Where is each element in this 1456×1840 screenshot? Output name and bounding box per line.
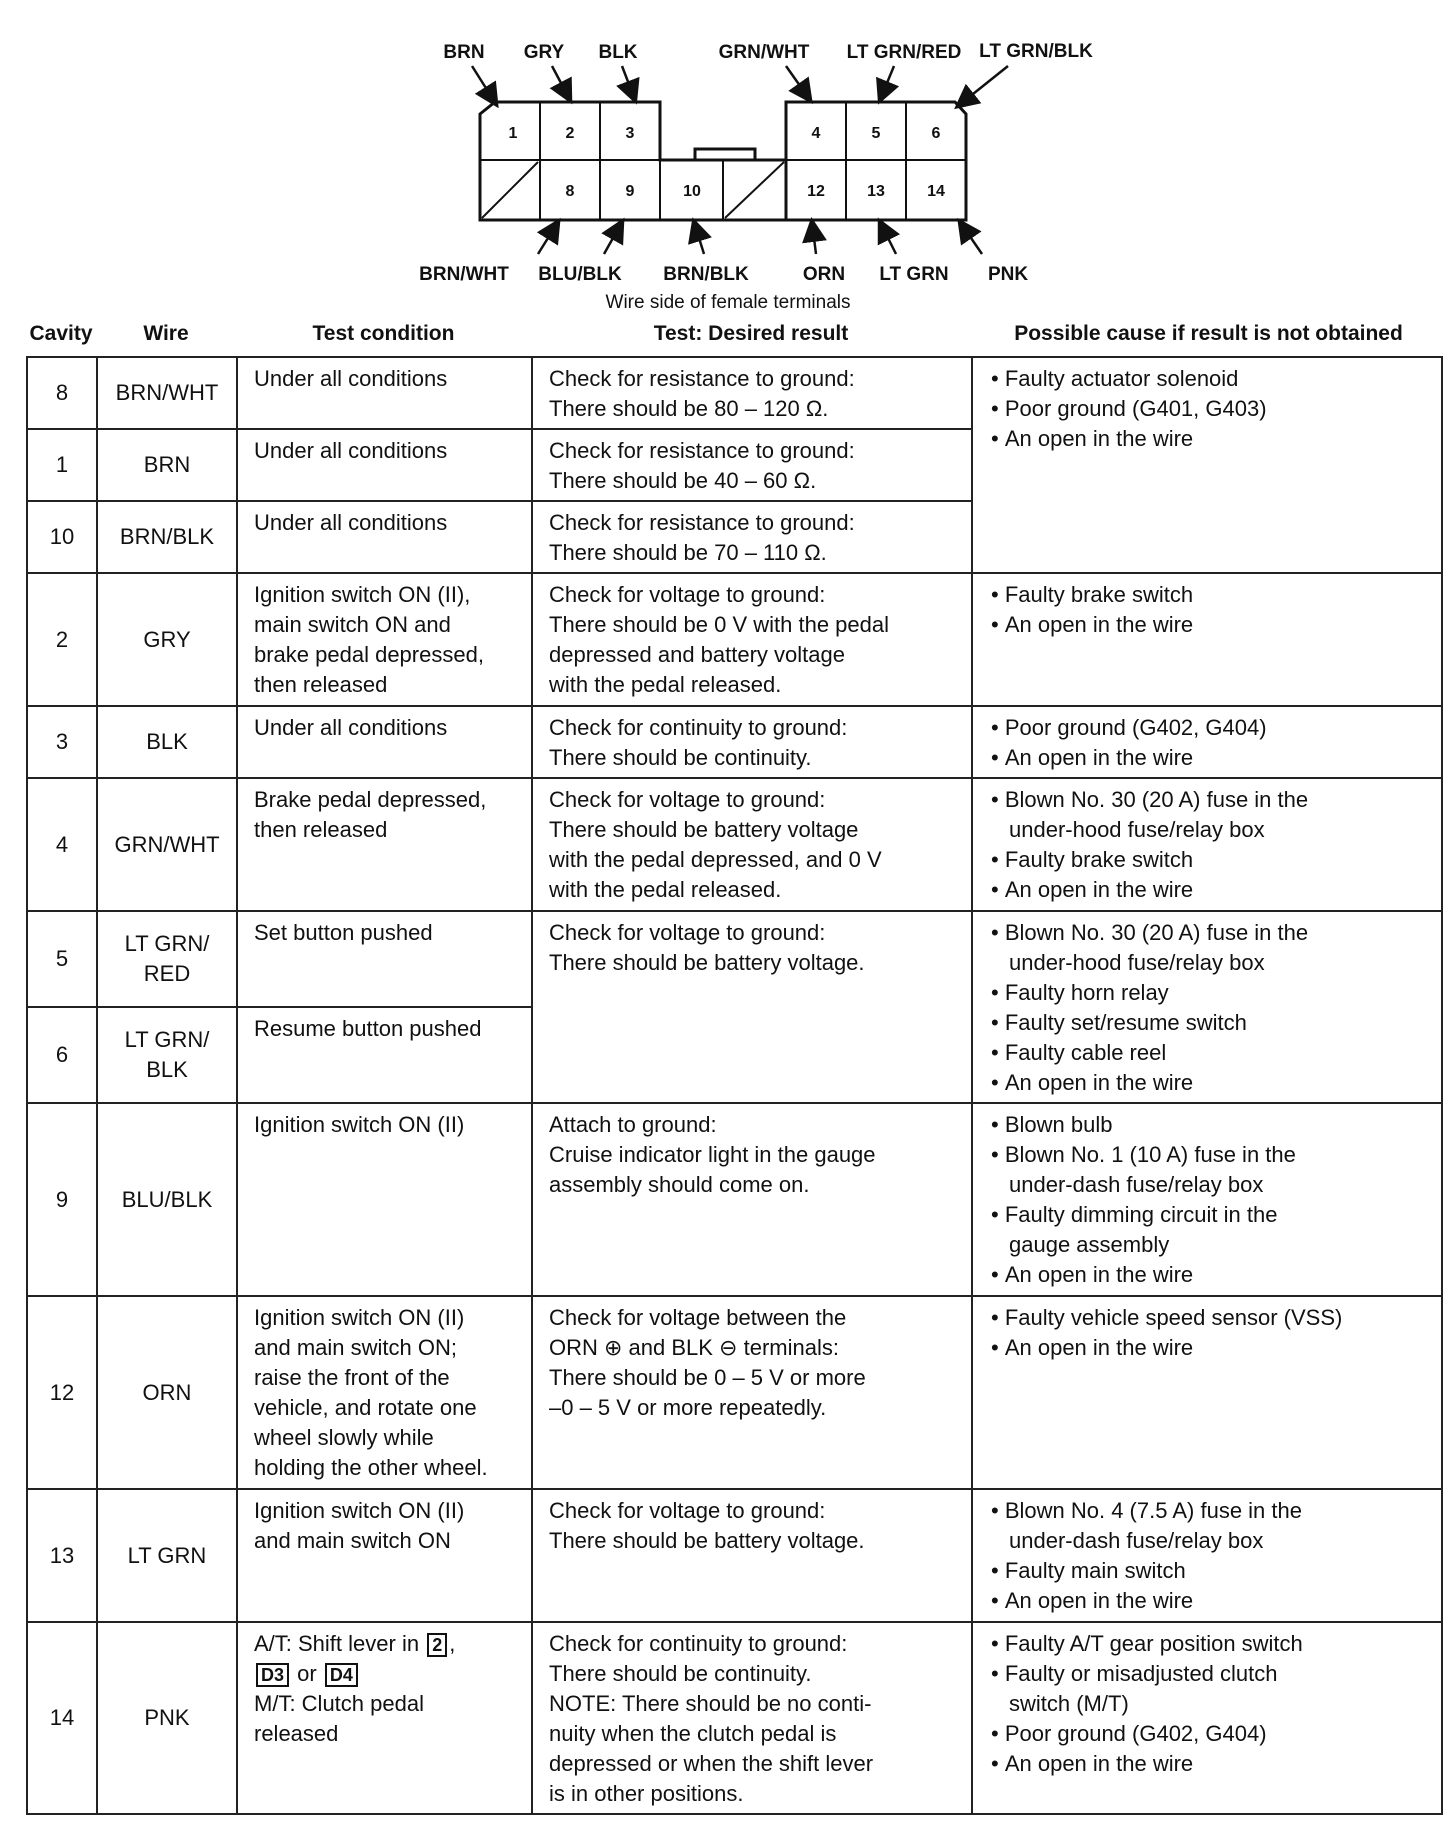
cavity-cell: 1 [27, 429, 97, 501]
condition-cell [237, 573, 532, 706]
condition-cell [237, 1489, 532, 1622]
cause-cell [972, 573, 1442, 706]
condition-line [254, 1629, 519, 1659]
condition-line: and main switch ON; [254, 1335, 457, 1360]
result-line: Check for resistance to ground: [549, 510, 855, 535]
cause-item: • An open in the wire [991, 743, 1429, 773]
result-line: There should be battery voltage. [549, 1528, 865, 1553]
table-row [27, 1489, 1442, 1622]
condition-line: released [254, 1721, 339, 1746]
wire-line: BLU/BLK [121, 1186, 213, 1212]
wire-label: ORN [802, 264, 846, 285]
result-line: Check for continuity to ground: [549, 1631, 848, 1656]
cause-item: • An open in the wire [991, 1068, 1429, 1098]
cause-item: • An open in the wire [991, 610, 1429, 640]
result-line: There should be 40 – 60 Ω. [549, 468, 817, 493]
wire-label: GRN/WHT [718, 42, 810, 63]
condition-text: A/T: Shift lever in [254, 1631, 420, 1656]
result-line: assembly should come on. [549, 1172, 810, 1197]
cause-item: • Faulty set/resume switch [991, 1008, 1429, 1038]
wire-line: LT GRN/ [124, 931, 210, 956]
result-line: depressed or when the shift lever [549, 1751, 874, 1776]
cause-item: • An open in the wire [991, 1260, 1429, 1290]
cavity-cell: 9 [27, 1103, 97, 1296]
condition-line: M/T: Clutch pedal [254, 1691, 424, 1716]
table-row [27, 1296, 1442, 1489]
wire-label: BLK [598, 42, 638, 63]
table-row [27, 778, 1442, 911]
pin-number: 8 [565, 183, 575, 200]
wire-cell [97, 357, 237, 429]
table-row [27, 573, 1442, 706]
result-cell [532, 1622, 972, 1814]
cause-item: • Blown No. 4 (7.5 A) fuse in the [991, 1496, 1429, 1526]
result-line: There should be 80 – 120 Ω. [549, 396, 829, 421]
result-line: Check for voltage between the [549, 1305, 847, 1330]
condition-line: then released [254, 817, 388, 842]
cause-item: • Faulty cable reel [991, 1038, 1429, 1068]
table-row [27, 706, 1442, 778]
wire-line: BLK [146, 729, 188, 754]
cause-item: • Blown No. 30 (20 A) fuse in the [991, 785, 1429, 815]
cause-item-cont: under-dash fuse/relay box [1009, 1528, 1264, 1553]
wire-label: BRN [443, 42, 485, 63]
cause-item: • Faulty horn relay [991, 978, 1429, 1008]
wire-cell [97, 1007, 237, 1103]
condition-cell [237, 357, 532, 429]
pin-number: 9 [625, 183, 635, 200]
cause-cell [972, 778, 1442, 911]
cause-item: • Faulty actuator solenoid [991, 364, 1429, 394]
condition-line: raise the front of the [254, 1365, 450, 1390]
result-line: There should be 0 V with the pedal [549, 612, 890, 637]
wire-label: LT GRN [879, 264, 949, 285]
wire-cell [97, 706, 237, 778]
result-line: with the pedal released. [549, 877, 782, 902]
header-possible-cause: Possible cause if result is not obtained [1014, 322, 1403, 345]
wire-cell [97, 429, 237, 501]
condition-line: Ignition switch ON (II), [254, 582, 471, 607]
blank-cavity [482, 162, 538, 218]
condition-line: holding the other wheel. [254, 1455, 488, 1480]
cause-cell [972, 357, 1442, 573]
result-line: Attach to ground: [549, 1112, 717, 1137]
condition-cell [237, 1622, 532, 1814]
test-table [26, 356, 1443, 1815]
cause-cell [972, 911, 1442, 1103]
condition-line: main switch ON and [254, 612, 451, 637]
gear-d4-icon: D4 [325, 1663, 358, 1687]
cause-item-cont: under-hood fuse/relay box [1009, 950, 1265, 975]
cause-cell [972, 1103, 1442, 1296]
wire-label: BLU/BLK [538, 264, 622, 285]
gear-2-icon: 2 [427, 1633, 447, 1657]
cause-item-cont: under-hood fuse/relay box [1009, 817, 1265, 842]
cause-cell [972, 1489, 1442, 1622]
cavity-cell: 3 [27, 706, 97, 778]
cavity-cell: 12 [27, 1296, 97, 1489]
result-line: Check for continuity to ground: [549, 715, 848, 740]
wire-cell [97, 1103, 237, 1296]
comma: , [449, 1631, 456, 1656]
pin-number: 5 [871, 125, 881, 142]
wire-cell [97, 501, 237, 573]
pin-number: 3 [625, 125, 635, 142]
cause-cell [972, 706, 1442, 778]
cavity-cell: 6 [27, 1007, 97, 1103]
result-line: Check for voltage to ground: [549, 787, 826, 812]
wire-cell [97, 911, 237, 1007]
wire-label: LT GRN/RED [846, 42, 962, 63]
wire-line: RED [143, 961, 191, 986]
result-cell [532, 501, 972, 573]
condition-line: Set button pushed [254, 920, 433, 945]
condition-line: wheel slowly while [254, 1425, 434, 1450]
pin-number: 13 [867, 183, 885, 200]
wire-line: LT GRN/ [124, 1027, 210, 1052]
condition-text: or [297, 1661, 317, 1686]
header-desired-result: Test: Desired result [653, 322, 849, 345]
result-line: There should be 70 – 110 Ω. [549, 540, 827, 565]
pin-number: 1 [508, 125, 518, 142]
condition-cell [237, 501, 532, 573]
cause-item-cont: gauge assembly [1009, 1232, 1170, 1257]
wire-cell [97, 778, 237, 911]
cause-item: • Faulty or misadjusted clutch [991, 1659, 1429, 1689]
condition-line: and main switch ON [254, 1528, 451, 1553]
result-line: nuity when the clutch pedal is [549, 1721, 837, 1746]
condition-line: Under all conditions [254, 366, 448, 391]
result-cell [532, 357, 972, 429]
condition-line: vehicle, and rotate one [254, 1395, 477, 1420]
test-table-wrap [26, 356, 1443, 1815]
result-cell [532, 911, 972, 1103]
wire-line: PNK [144, 1705, 190, 1730]
connector-latch [695, 149, 755, 160]
result-line: Check for voltage to ground: [549, 582, 826, 607]
cavity-cell: 8 [27, 357, 97, 429]
pin-number: 14 [927, 183, 945, 200]
result-cell [532, 429, 972, 501]
pin-number: 6 [931, 125, 941, 142]
pin-number: 12 [807, 183, 825, 200]
condition-cell [237, 1007, 532, 1103]
result-line: ORN ⊕ and BLK ⊖ terminals: [549, 1335, 839, 1360]
cavity-cell: 5 [27, 911, 97, 1007]
condition-line: Ignition switch ON (II) [254, 1498, 465, 1523]
result-cell [532, 1103, 972, 1296]
cause-item: • Blown bulb [991, 1110, 1429, 1140]
wire-cell [97, 1296, 237, 1489]
wire-line: BRN [143, 452, 191, 477]
table-row [27, 1622, 1442, 1814]
cause-item: • Poor ground (G402, G404) [991, 713, 1429, 743]
column-headers [26, 322, 1446, 352]
wire-label: BRN/BLK [663, 264, 749, 285]
wire-line: BRN/WHT [115, 380, 219, 405]
cause-item: • An open in the wire [991, 875, 1429, 905]
result-line: is in other positions. [549, 1781, 744, 1806]
header-wire: Wire [143, 322, 189, 345]
result-line: There should be battery voltage. [549, 950, 865, 975]
wire-line: BRN/BLK [119, 524, 215, 549]
cause-item: • Poor ground (G402, G404) [991, 1719, 1429, 1749]
wire-line: ORN [142, 1379, 192, 1405]
gear-d3-icon: D3 [256, 1663, 289, 1687]
condition-cell [237, 1296, 532, 1489]
cause-item: • Faulty brake switch [991, 580, 1429, 610]
result-line: depressed and battery voltage [549, 642, 845, 667]
pin-number: 10 [683, 183, 701, 200]
cause-item: • Faulty brake switch [991, 845, 1429, 875]
cause-cell [972, 1622, 1442, 1814]
pin-number: 4 [811, 125, 821, 142]
cavity-cell: 13 [27, 1489, 97, 1622]
result-cell [532, 573, 972, 706]
condition-line: Resume button pushed [254, 1016, 482, 1041]
result-line: with the pedal depressed, and 0 V [549, 847, 882, 872]
condition-cell [237, 706, 532, 778]
condition-cell [237, 429, 532, 501]
wire-line: GRY [143, 626, 191, 652]
result-cell [532, 706, 972, 778]
cause-item-cont: under-dash fuse/relay box [1009, 1172, 1264, 1197]
result-line: with the pedal released. [549, 672, 782, 697]
result-line: NOTE: There should be no conti- [549, 1691, 872, 1716]
cause-item: • An open in the wire [991, 1586, 1429, 1616]
condition-line: Under all conditions [254, 510, 448, 535]
cause-item: • Poor ground (G401, G403) [991, 394, 1429, 424]
condition-line: Brake pedal depressed, [254, 787, 487, 812]
cavity-cell: 10 [27, 501, 97, 573]
wire-line: BLK [146, 1057, 188, 1082]
pin-number: 2 [565, 125, 575, 142]
condition-cell [237, 911, 532, 1007]
condition-line: Ignition switch ON (II) [254, 1305, 465, 1330]
cause-cell [972, 1296, 1442, 1489]
result-cell [532, 1489, 972, 1622]
diagram-caption: Wire side of female terminals [605, 292, 851, 313]
blank-cavity [725, 162, 784, 218]
table-row [27, 357, 1442, 429]
wire-cell [97, 1622, 237, 1814]
result-line: Check for resistance to ground: [549, 438, 855, 463]
cause-item: • An open in the wire [991, 424, 1429, 454]
condition-cell [237, 778, 532, 911]
wire-label: GRY [523, 42, 565, 63]
result-line: There should be continuity. [549, 1661, 812, 1686]
table-row [27, 911, 1442, 1007]
wire-label: BRN/WHT [419, 264, 509, 285]
cavity-cell: 4 [27, 778, 97, 911]
cause-item-cont: switch (M/T) [1009, 1691, 1129, 1716]
result-line: Check for voltage to ground: [549, 920, 826, 945]
result-line: There should be battery voltage [549, 817, 859, 842]
header-test-condition: Test condition [312, 322, 455, 345]
cause-item: • Faulty vehicle speed sensor (VSS) [991, 1303, 1429, 1333]
wire-label: LT GRN/BLK [979, 41, 1093, 62]
cause-item: • An open in the wire [991, 1749, 1429, 1779]
connector-diagram [0, 0, 1456, 320]
wire-cell [97, 573, 237, 706]
cause-item: • An open in the wire [991, 1333, 1429, 1363]
table-row [27, 1103, 1442, 1296]
cause-item: • Faulty main switch [991, 1556, 1429, 1586]
wire-line: GRN/WHT [114, 831, 220, 857]
result-line: There should be continuity. [549, 745, 812, 770]
cause-item: • Faulty dimming circuit in the [991, 1200, 1429, 1230]
result-cell [532, 778, 972, 911]
wire-cell [97, 1489, 237, 1622]
cause-item: • Faulty A/T gear position switch [991, 1629, 1429, 1659]
result-line: Check for resistance to ground: [549, 366, 855, 391]
cavity-cell: 2 [27, 573, 97, 706]
result-line: Cruise indicator light in the gauge [549, 1142, 876, 1167]
wire-label: PNK [987, 264, 1029, 285]
result-line: Check for voltage to ground: [549, 1498, 826, 1523]
result-line: There should be 0 – 5 V or more [549, 1365, 866, 1390]
condition-line: Under all conditions [254, 715, 448, 740]
condition-line: Ignition switch ON (II) [254, 1112, 465, 1137]
header-cavity: Cavity [29, 322, 93, 345]
result-cell [532, 1296, 972, 1489]
condition-line: Under all conditions [254, 438, 448, 463]
condition-cell [237, 1103, 532, 1296]
cause-item: • Blown No. 1 (10 A) fuse in the [991, 1140, 1429, 1170]
result-line: –0 – 5 V or more repeatedly. [549, 1395, 827, 1420]
condition-line: then released [254, 672, 388, 697]
cause-item: • Blown No. 30 (20 A) fuse in the [991, 918, 1429, 948]
cavity-cell: 14 [27, 1622, 97, 1814]
condition-line: brake pedal depressed, [254, 642, 484, 667]
condition-line [254, 1659, 519, 1689]
wire-line: LT GRN [127, 1542, 207, 1568]
